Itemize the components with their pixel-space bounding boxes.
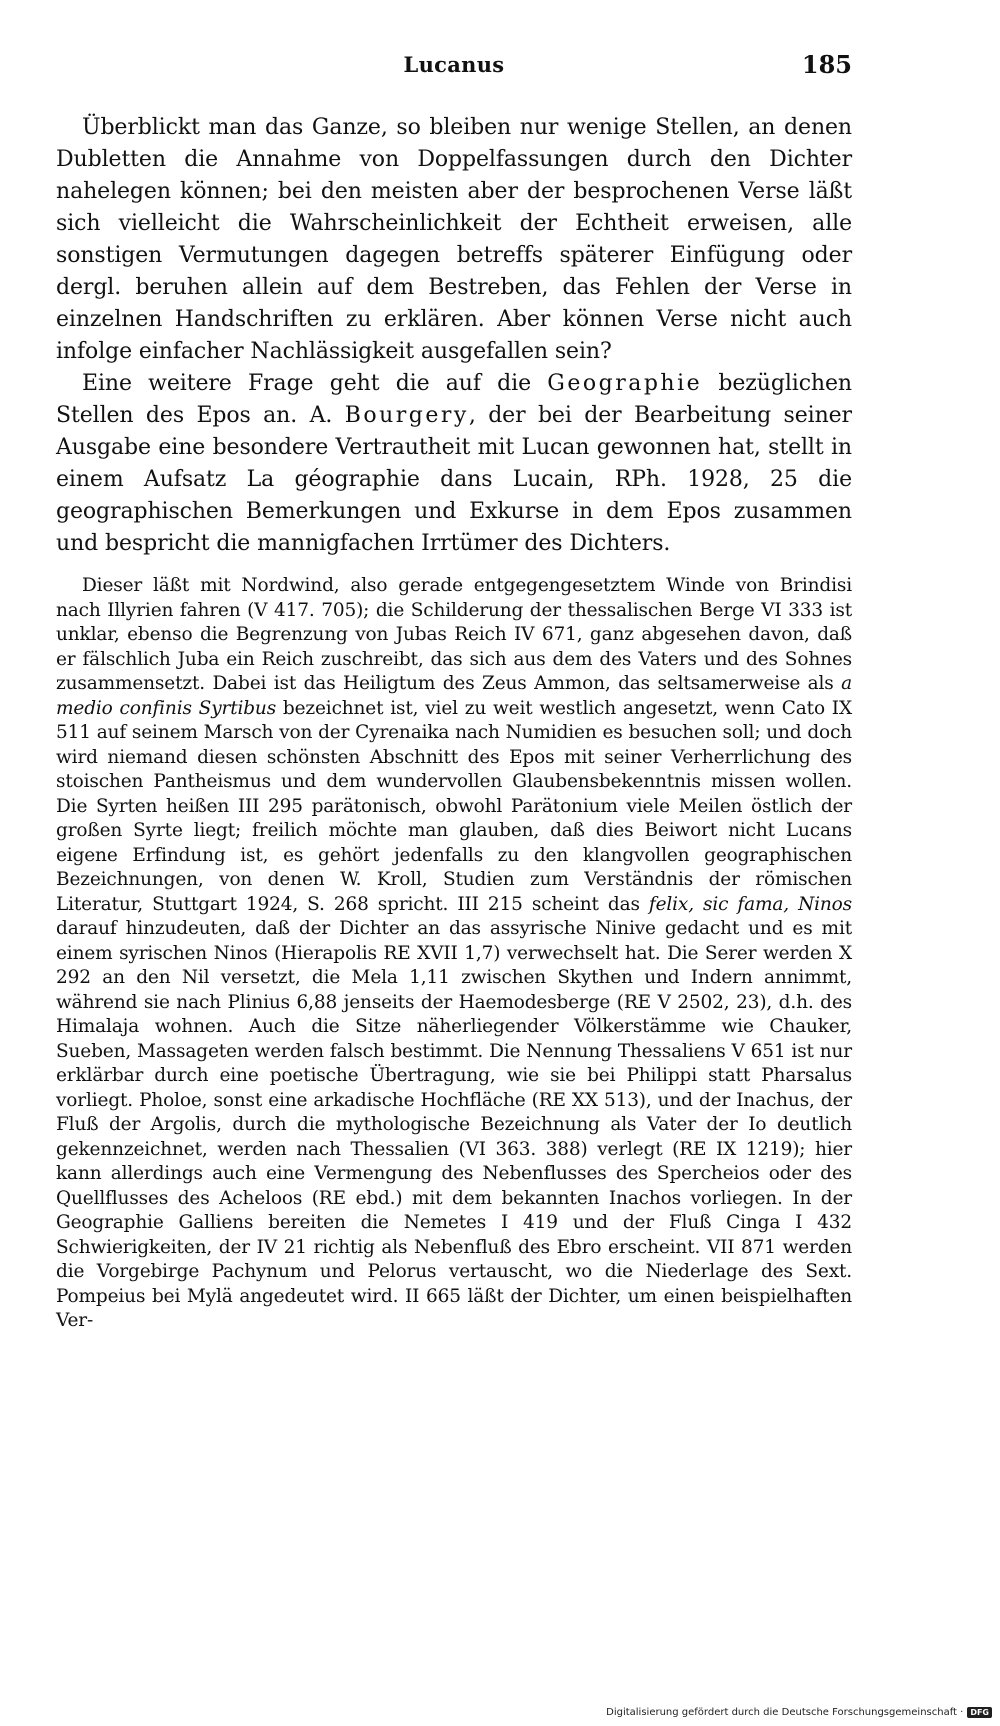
text-run: bezüglichen Stellen des Epos an. A. — [56, 371, 852, 428]
text-run: Überblickt man das Ganze, so bleiben nur wenige Stellen, an denen Dubletten die Annahme von Doppelfassungen durch den Dichter nahelegen können; bei den meisten aber der besprochenen Verse läßt sich vielleicht die Wahrscheinlichkeit der Echtheit erweisen, alle sonstigen Vermutungen dagegen betreffs späterer Einfügung oder dergl. beruhen allein auf dem Bestreben, das Fehlen der Verse in einzelnen Handschriften zu erklären. Aber können Verse nicht auch infolge einfacher Nachlässigkeit ausgefallen sein? — [56, 115, 852, 364]
credit-text: Digitalisierung gefördert durch die Deutsche Forschungsgemeinschaft · — [606, 1706, 964, 1718]
dfg-logo: DFG — [967, 1707, 992, 1718]
text-run: , der bei der Bearbeitung seiner Ausgabe eine besondere Vertrautheit mit Lucan gewonnen hat, stellt in einem Aufsatz La géographie dans Lucain, RPh. 1928, 25 die geographischen Bemerkungen und Exkurse in dem Epos zusammen und bespricht die mannigfachen Irrtümer des Dichters. — [56, 403, 852, 556]
running-head — [56, 52, 852, 86]
italic-run: a medio confinis Syrtibus — [56, 673, 852, 719]
text-run: Eine weitere Frage geht die auf die — [82, 371, 548, 396]
spaced-run: Bourgery — [344, 403, 469, 428]
text-run: darauf hinzudeuten, daß der Dichter an das assyrische Ninive gedacht und es mit einem syrischen Ninos (Hierapolis RE XVII 1,7) verwechselt hat. Die Serer werden X 292 an den Nil versetzt, die Mela 1,11 zwischen Skythen und Indern annimmt, während sie nach Plinius 6,88 jenseits der Haemodesberge (RE V 2502, 23), d.h. des Himalaja wohnen. Auch die Sitze näherliegender Völkerstämme wie Chauker, Sueben, Massageten werden falsch bestimmt. Die Nennung Thessaliens V 651 ist nur erklärbar durch eine poetische Übertragung, wie sie bei Philippi statt Pharsalus vorliegt. Pholoe, sonst eine arkadische Hochfläche (RE XX 513), und der Inachus, der Fluß der Argolis, durch die mythologische Bezeichnung als Vater der Io deutlich gekennzeichnet, werden nach Thessalien (VI 363. 388) verlegt (RE IX 1219); hier kann allerdings auch eine Vermengung des Nebenflusses des Spercheios oder des Quellflusses des Acheloos (RE ebd.) mit dem bekannten Inachos vorliegen. In der Geographie Galliens bereiten die Nemetes I 419 und der Fluß Cinga I 432 Schwierigkeiten, der IV 21 richtig als Nebenfluß des Ebro erscheint. VII 871 werden die Vorgebirge Pachynum und Pelorus vertauscht, wo die Niederlage des Sext. Pompeius bei Mylä angedeutet wird. II 665 läßt der Dichter, um einen beispielhaften Ver- — [56, 918, 852, 1331]
body-text — [56, 112, 852, 1334]
text-run: Dieser läßt mit Nordwind, also gerade entgegengesetztem Winde von Brindisi nach Illyrien fahren (V 417. 705); die Schilderung der thessalischen Berge VI 333 ist unklar, ebenso die Begrenzung von Jubas Reich IV 671, ganz abgesehen davon, daß er fälschlich Juba ein Reich zuschreibt, das sich aus dem des Vaters und des Sohnes zusammensetzt. Dabei ist das Heiligtum des Zeus Ammon, das seltsamerweise als — [56, 575, 852, 694]
digitization-credit — [606, 1704, 992, 1720]
page-number: 185 — [801, 50, 852, 79]
text-run: bezeichnet ist, viel zu weit westlich angesetzt, wenn Cato IX 511 auf seinem Marsch von der Cyrenaika nach Numidien es besuchen soll; und doch wird niemand diesen schönsten Abschnitt des Epos mit seiner Verherrlichung des stoischen Pantheismus und dem wundervollen Glaubensbekenntnis missen wollen. Die Syrten heißen III 295 parätonisch, obwohl Parätonium viele Meilen östlich der großen Syrte liegt; freilich möchte man glauben, daß dies Beiwort nicht Lucans eigene Erfindung ist, es gehört jedenfalls zu den klangvollen geographischen Bezeichnungen, von denen W. Kroll, Studien zum Verständnis der römischen Literatur, Stuttgart 1924, S. 268 spricht. III 215 scheint das — [56, 697, 852, 915]
running-title: Lucanus — [403, 52, 505, 77]
spaced-run: Geographie — [547, 371, 703, 396]
paragraph-p1 — [56, 112, 852, 368]
italic-run: felix, sic fama, Ninos — [648, 893, 852, 915]
paragraph-p2 — [56, 368, 852, 560]
paragraph-p3 — [56, 574, 852, 1334]
